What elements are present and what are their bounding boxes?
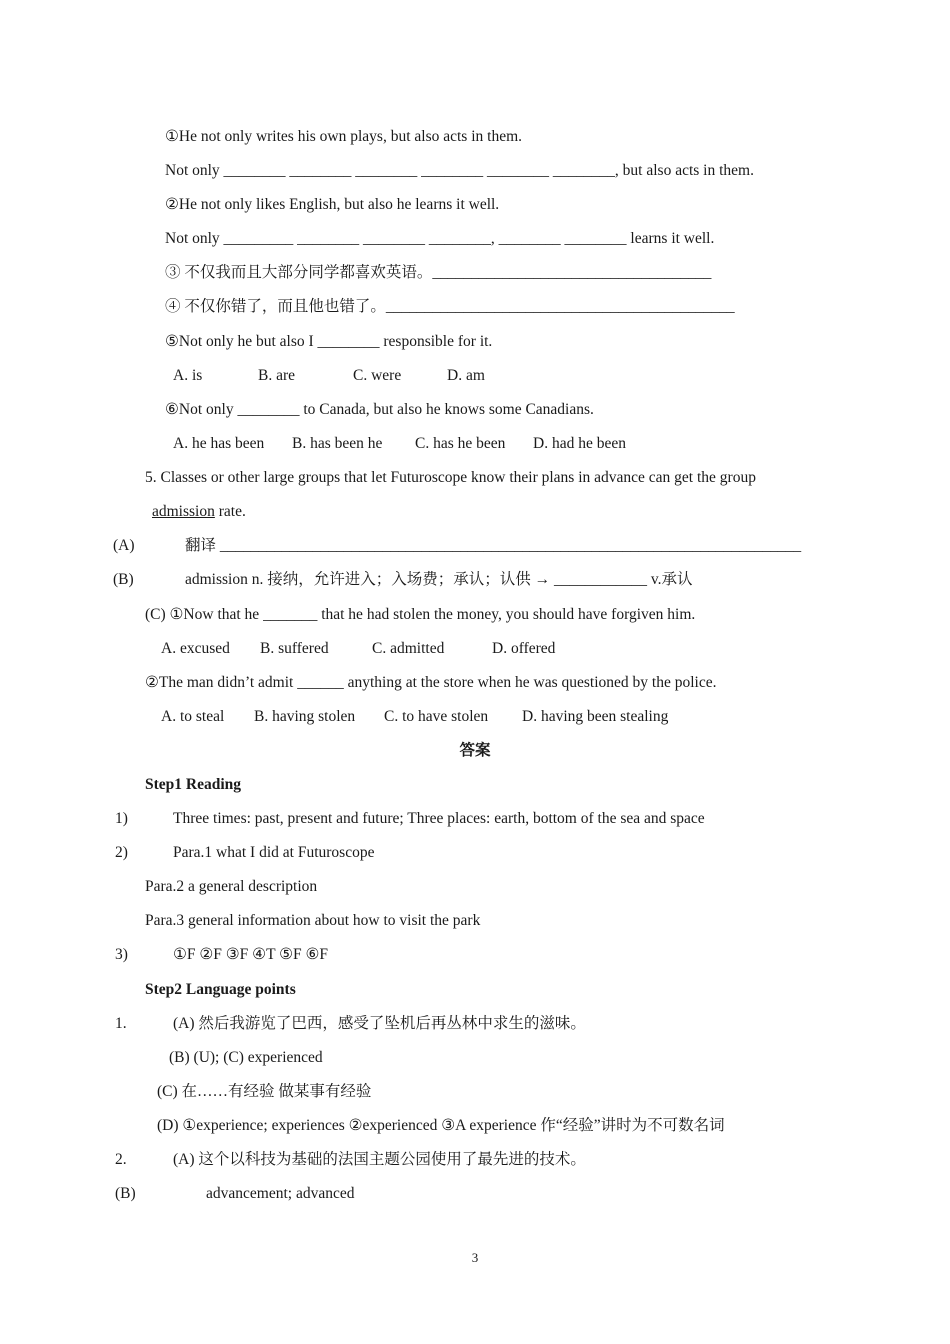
q4-5-question: ⑤Not only he but also I ________ responsible for it. [165,333,493,350]
q4-6-option-b: B. has been he [292,435,383,452]
q5-c2-option-b: B. having stolen [254,708,356,725]
q5-c1-option-c: C. admitted [372,640,445,657]
step2-item-1-number: 1. [115,1015,127,1032]
step2-item-2-b-label: (B) [115,1185,136,1202]
q4-6-option-d: D. had he been [533,435,626,452]
q4-5-option-b: B. are [258,367,296,384]
q4-6-option-c: C. has he been [415,435,506,452]
q5-sentence-tail: rate. [214,503,246,520]
step1-item-2-text: Para.1 what I did at Futuroscope [173,844,375,861]
step2-item-2-b-text: advancement; advanced [206,1185,355,1202]
step1-title: Step1 Reading [145,776,242,793]
q5-a-label: (A) [113,537,135,554]
step1-item-1-text: Three times: past, present and future; Three places: earth, bottom of the sea and space [173,810,705,827]
step2-item-1-c: (C) 在……有经验 做某事有经验 [157,1083,372,1100]
q5-c1-option-d: D. offered [492,640,556,657]
page-number: 3 [471,1250,479,1265]
q5-sentence-end [152,502,246,522]
step2-item-2-a: (A) 这个以科技为基础的法国主题公园使用了最先进的技术。 [173,1151,586,1168]
step2-item-1-d: (D) ①experience; experiences ②experienced ③A experience 作“经验”讲时为不可数名词 [157,1117,725,1134]
q5-c1-option-b: B. suffered [260,640,329,657]
q4-6-question: ⑥Not only ________ to Canada, but also he knows some Canadians. [165,401,594,418]
step2-title: Step2 Language points [145,981,296,998]
q5-keyword: admission [152,503,215,520]
q4-5-option-c: C. were [353,367,402,384]
step1-para3: Para.3 general information about how to visit the park [145,912,481,929]
q5-c1-option-a: A. excused [161,640,230,657]
step1-para2: Para.2 a general description [145,878,318,895]
q5-c2-option-a: A. to steal [161,708,225,725]
q4-2-rewrite: Not only _________ ________ ________ ________, ________ ________ learns it well. [165,230,715,247]
q5-sentence: 5. Classes or other large groups that let Futuroscope know their plans in advance can get the group [145,469,756,486]
q4-1-rewrite: Not only ________ ________ ________ ________ ________ ________, but also acts in them. [165,162,754,179]
q4-4-translation: ④ 不仅你错了，而且他也错了。_____________________________________________ [165,298,735,315]
step1-item-3-text: ①F ②F ③F ④T ⑤F ⑥F [173,946,329,963]
q5-b-label: (B) [113,571,134,588]
step2-item-1-a: (A) 然后我游览了巴西，感受了坠机后再丛林中求生的滋味。 [173,1015,586,1032]
step1-item-2-number: 2) [115,844,128,861]
q5-c2-option-c: C. to have stolen [384,708,489,725]
q4-6-option-a: A. he has been [173,435,265,452]
q4-2-sentence: ②He not only likes English, but also he learns it well. [165,196,500,213]
step1-item-3-number: 3) [115,946,128,963]
q5-c2-question: ②The man didn’t admit ______ anything at the store when he was questioned by the police. [145,674,717,691]
q4-5-option-a: A. is [173,367,203,384]
q4-3-translation: ③ 不仅我而且大部分同学都喜欢英语。____________________________________ [165,264,712,281]
q5-b-definition: admission n. 接纳，允许进入；入场费；承认；认供 → ____________ v.承认 [185,571,693,588]
step2-item-1-b: (B) (U); (C) experienced [169,1049,323,1066]
q5-c1-question: (C) ①Now that he _______ that he had stolen the money, you should have forgiven him. [145,606,696,623]
step2-item-2-number: 2. [115,1151,127,1168]
q5-c2-option-d: D. having been stealing [522,708,669,725]
answers-heading: 答案 [459,742,491,759]
step1-item-1-number: 1) [115,810,128,827]
q5-a-translate: 翻译 ___________________________________________________________________________ [185,537,802,554]
q4-5-option-d: D. am [447,367,485,384]
q4-1-sentence: ①He not only writes his own plays, but also acts in them. [165,128,523,145]
